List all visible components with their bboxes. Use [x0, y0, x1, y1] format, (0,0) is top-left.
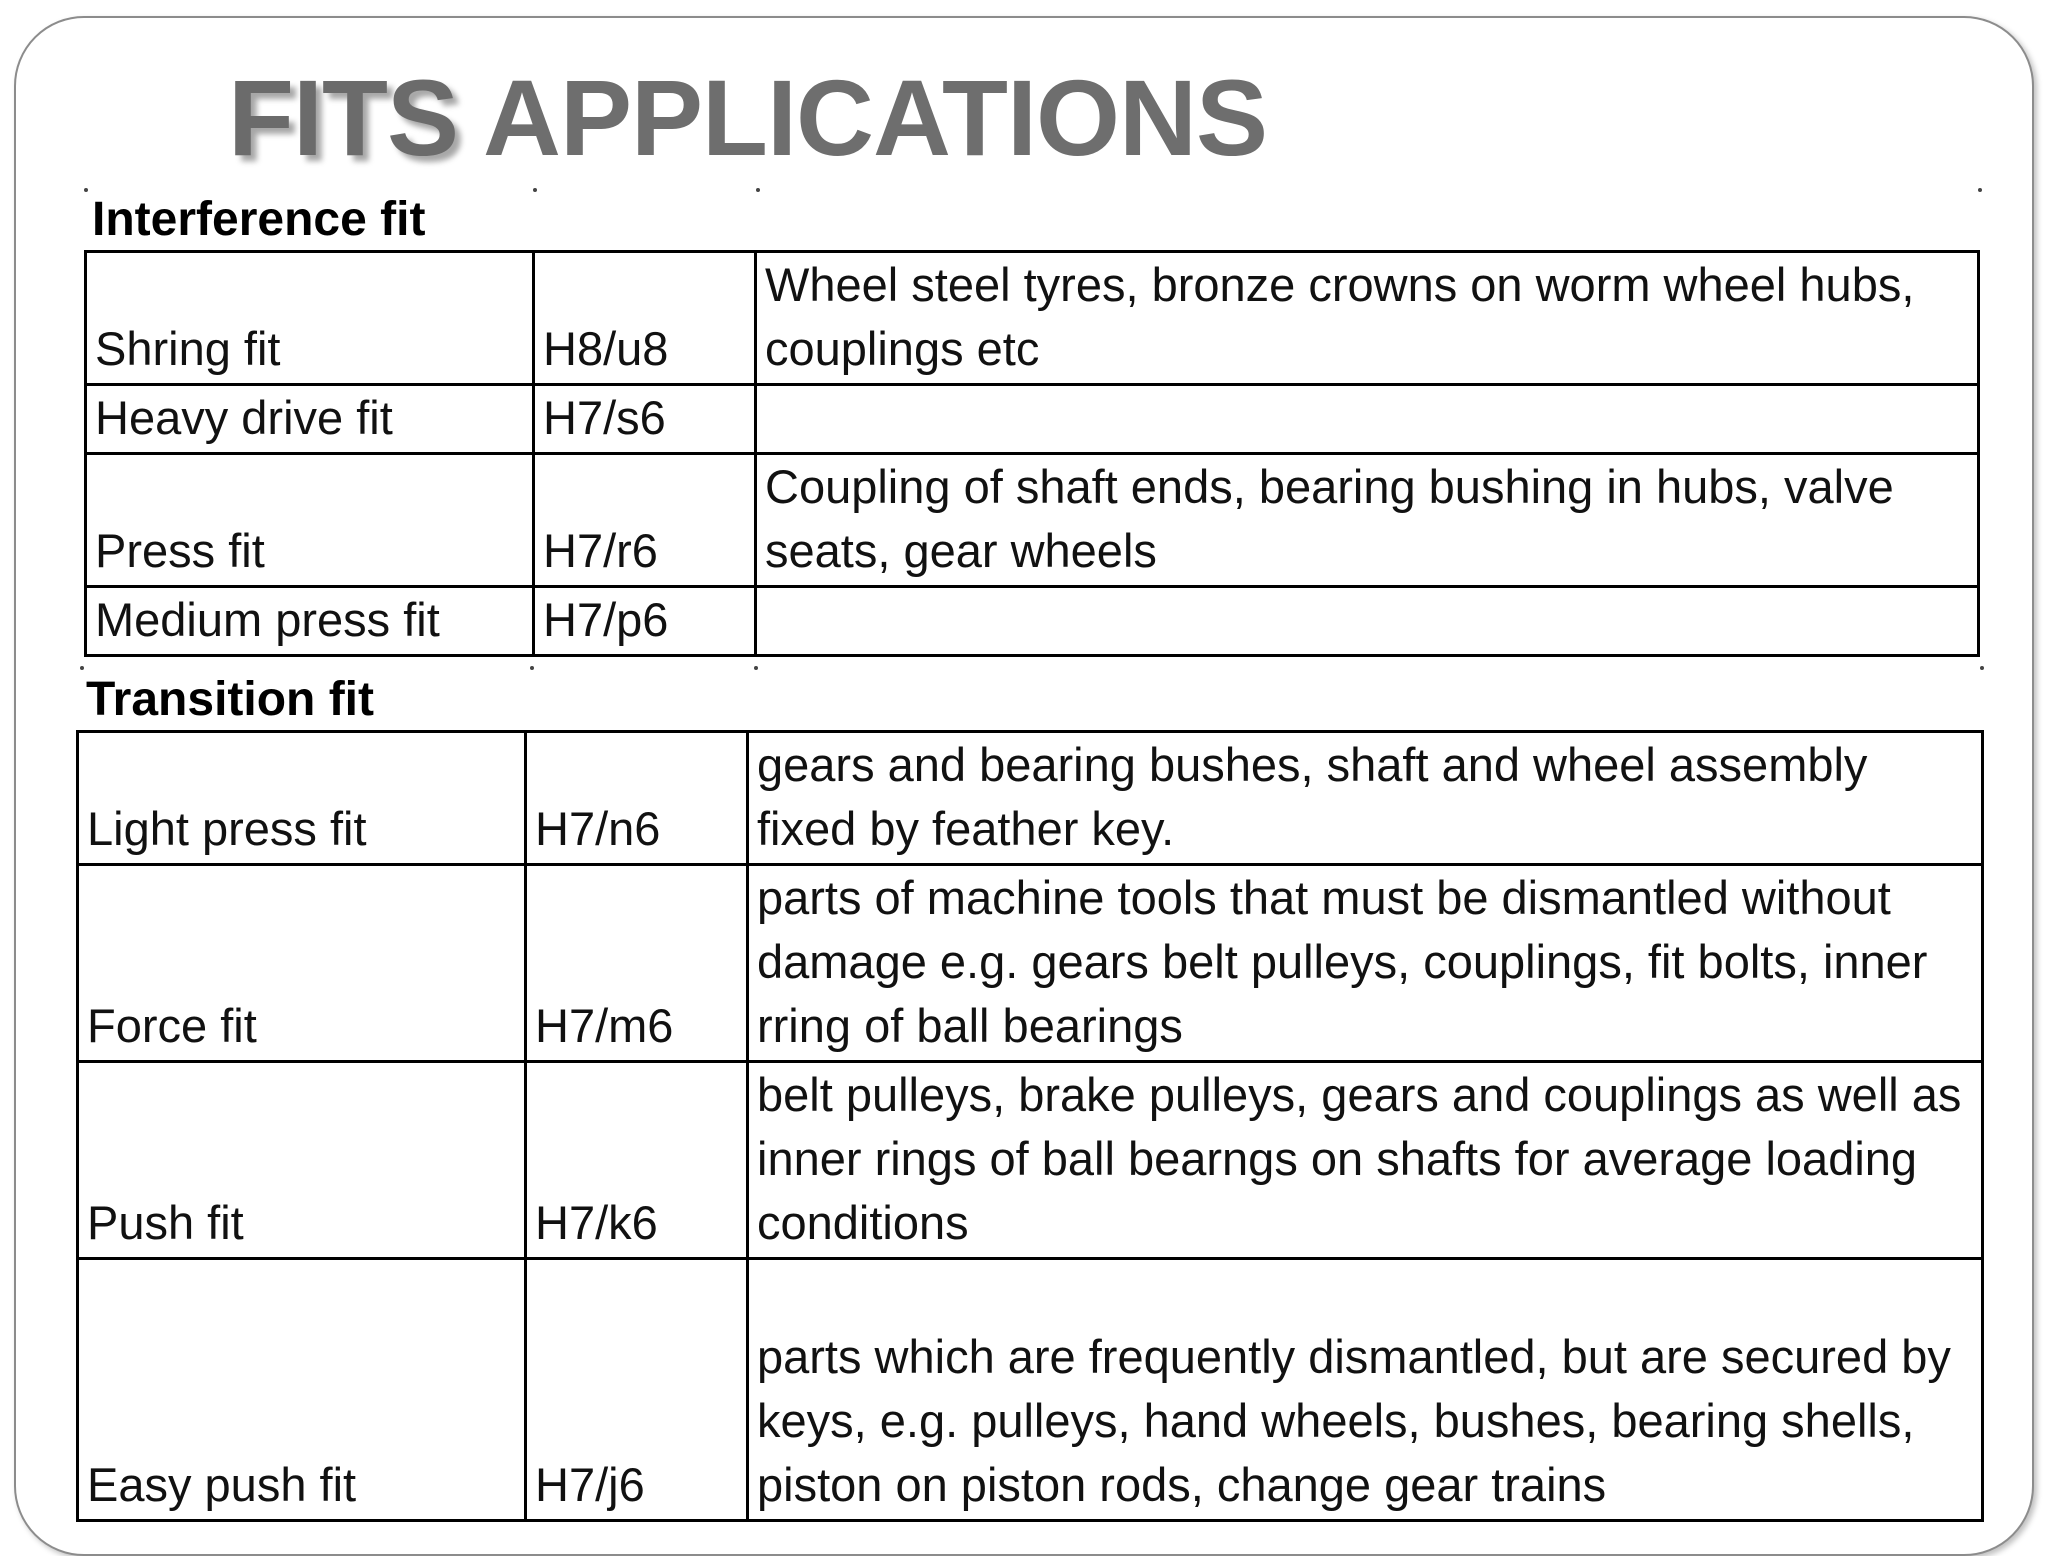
table-row: [86, 252, 1979, 385]
table-row: [78, 732, 1983, 865]
fit-code-cell: H7/r6: [534, 454, 756, 587]
fit-use-cell: Wheel steel tyres, bronze crowns on worm wheel hubs, couplings etc: [756, 252, 1979, 385]
fit-name-cell: Light press fit: [78, 732, 526, 865]
fit-use-cell: belt pulleys, brake pulleys, gears and couplings as well as inner rings of ball bearngs on shafts for average loading conditions: [748, 1062, 1983, 1259]
guide-dot: [80, 666, 84, 670]
table-row: [78, 1259, 1983, 1521]
slide-title: [228, 58, 1267, 178]
table-row: [78, 865, 1983, 1062]
fit-code-cell: H7/m6: [526, 865, 748, 1062]
table-row: [86, 454, 1979, 587]
fit-use-cell: [756, 385, 1979, 454]
fit-use-cell: Coupling of shaft ends, bearing bushing in hubs, valve seats, gear wheels: [756, 454, 1979, 587]
fit-name-cell: Easy push fit: [78, 1259, 526, 1521]
table-row: [78, 1062, 1983, 1259]
fit-name-cell: Press fit: [86, 454, 534, 587]
fit-use-cell: gears and bearing bushes, shaft and wheel assembly fixed by feather key.: [748, 732, 1983, 865]
fit-use-cell: [756, 587, 1979, 656]
fit-use-cell: parts of machine tools that must be dismantled without damage e.g. gears belt pulleys, couplings, fit bolts, inner rring of ball bearings: [748, 865, 1983, 1062]
guide-dot: [756, 188, 760, 192]
guide-dot: [84, 188, 88, 192]
interference-fit-table: [84, 250, 1980, 657]
fit-name-cell: Heavy drive fit: [86, 385, 534, 454]
fit-use-cell: parts which are frequently dismantled, but are secured by keys, e.g. pulleys, hand wheels, bushes, bearing shells, piston on piston rods, change gear trains: [748, 1259, 1983, 1521]
fit-name-cell: Push fit: [78, 1062, 526, 1259]
transition-fit-table: [76, 730, 1984, 1522]
guide-dot: [533, 188, 537, 192]
title-rest: APPLICATIONS: [482, 57, 1268, 178]
guide-dot: [1978, 188, 1982, 192]
title-accent: FITS: [228, 57, 458, 178]
fit-code-cell: H8/u8: [534, 252, 756, 385]
table-row: [86, 385, 1979, 454]
fit-code-cell: H7/s6: [534, 385, 756, 454]
guide-dot: [754, 666, 758, 670]
transition-heading: Transition fit: [86, 673, 374, 726]
table-row: [86, 587, 1979, 656]
fit-name-cell: Medium press fit: [86, 587, 534, 656]
interference-heading: Interference fit: [92, 193, 426, 246]
guide-dot: [530, 666, 534, 670]
fit-code-cell: H7/j6: [526, 1259, 748, 1521]
fit-name-cell: Shring fit: [86, 252, 534, 385]
fit-name-cell: Force fit: [78, 865, 526, 1062]
guide-dot: [1980, 666, 1984, 670]
fit-code-cell: H7/p6: [534, 587, 756, 656]
fit-code-cell: H7/n6: [526, 732, 748, 865]
fit-code-cell: H7/k6: [526, 1062, 748, 1259]
